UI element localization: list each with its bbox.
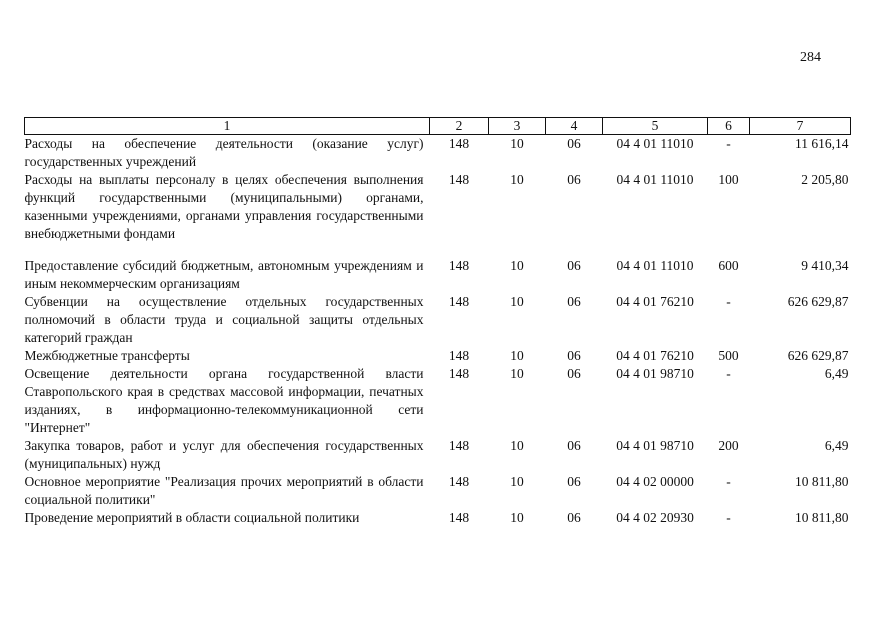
cell-section: 10: [510, 258, 524, 273]
cell-admin-code: 148: [448, 258, 470, 273]
cell-section: 10: [510, 438, 524, 453]
cell-target-article: 04 4 02 00000: [616, 474, 694, 489]
cell-amount: 626 629,87: [787, 348, 849, 363]
table-row: [25, 257, 851, 293]
cell-section: 10: [510, 366, 524, 381]
row-name: Расходы на обеспечение деятельности (оказание услуг) государственных учреждений: [24, 136, 424, 169]
cell-subsection: 06: [567, 294, 581, 309]
table-row: [25, 347, 851, 365]
cell-subsection: 06: [567, 258, 581, 273]
row-name: Субвенции на осуществление отдельных государственных полномочий в области труда и социальной защиты отдельных категорий граждан: [24, 294, 424, 345]
cell-amount: 626 629,87: [787, 294, 849, 309]
column-header: 2: [430, 118, 489, 135]
cell-admin-code: 148: [448, 136, 470, 151]
cell-admin-code: 148: [448, 438, 470, 453]
row-spacer: [25, 243, 851, 257]
cell-target-article: 04 4 01 76210: [616, 294, 694, 309]
row-name: Проведение мероприятий в области социальной политики: [24, 510, 360, 525]
cell-admin-code: 148: [448, 294, 470, 309]
table-header-row: [25, 118, 851, 135]
cell-target-article: 04 4 01 11010: [616, 136, 694, 151]
column-header: 1: [25, 118, 430, 135]
cell-amount: 11 616,14: [795, 136, 849, 151]
table-row: [25, 437, 851, 473]
cell-amount: 6,49: [824, 366, 849, 381]
cell-subsection: 06: [567, 348, 581, 363]
cell-admin-code: 148: [448, 172, 470, 187]
cell-subsection: 06: [567, 136, 581, 151]
page-number: 284: [800, 50, 821, 65]
cell-subsection: 06: [567, 510, 581, 525]
cell-expense-type: 100: [718, 172, 739, 187]
cell-target-article: 04 4 01 11010: [616, 258, 694, 273]
cell-expense-type: 200: [718, 438, 739, 453]
cell-subsection: 06: [567, 172, 581, 187]
cell-target-article: 04 4 02 20930: [616, 510, 694, 525]
table-row: [25, 473, 851, 509]
cell-target-article: 04 4 01 76210: [616, 348, 694, 363]
cell-target-article: 04 4 01 98710: [616, 438, 694, 453]
cell-expense-type: -: [726, 366, 731, 381]
spacer-cell: [25, 243, 851, 257]
table-row: [25, 509, 851, 527]
table-row: [25, 365, 851, 437]
cell-expense-type: 500: [718, 348, 739, 363]
cell-amount: 2 205,80: [801, 172, 849, 187]
cell-expense-type: -: [726, 136, 731, 151]
cell-target-article: 04 4 01 98710: [616, 366, 694, 381]
cell-expense-type: 600: [718, 258, 739, 273]
cell-admin-code: 148: [448, 510, 470, 525]
column-header: 6: [708, 118, 750, 135]
cell-admin-code: 148: [448, 474, 470, 489]
cell-section: 10: [510, 172, 524, 187]
cell-section: 10: [510, 294, 524, 309]
cell-section: 10: [510, 348, 524, 363]
row-name: Предоставление субсидий бюджетным, автономным учреждениям и иным некоммерческим организациям: [24, 258, 424, 291]
cell-section: 10: [510, 510, 524, 525]
cell-target-article: 04 4 01 11010: [616, 172, 694, 187]
cell-expense-type: -: [726, 474, 731, 489]
cell-section: 10: [510, 474, 524, 489]
table-row: [25, 293, 851, 347]
row-name: Освещение деятельности органа государственной власти Ставропольского края в средствах массовой информации, печатных изданиях, в информационно-телекоммуникационной сети "Интернет": [24, 366, 424, 435]
row-name: Расходы на выплаты персоналу в целях обеспечения выполнения функций государственными (муниципальными) органами, казенными учреждениями, органами управления государственными внебюджетными фондами: [24, 172, 424, 241]
column-header: 3: [489, 118, 546, 135]
cell-section: 10: [510, 136, 524, 151]
cell-subsection: 06: [567, 438, 581, 453]
cell-amount: 10 811,80: [795, 474, 849, 489]
cell-amount: 6,49: [824, 438, 849, 453]
table-row: [25, 135, 851, 172]
cell-amount: 9 410,34: [801, 258, 849, 273]
cell-admin-code: 148: [448, 348, 470, 363]
cell-subsection: 06: [567, 366, 581, 381]
cell-expense-type: -: [726, 510, 731, 525]
column-header: 4: [546, 118, 603, 135]
row-name: Основное мероприятие "Реализация прочих мероприятий в области социальной политики": [24, 474, 424, 507]
budget-table: [24, 117, 851, 527]
column-header: 7: [750, 118, 851, 135]
cell-expense-type: -: [726, 294, 731, 309]
row-name: Закупка товаров, работ и услуг для обеспечения государственных (муниципальных) нужд: [24, 438, 424, 471]
table-row: [25, 171, 851, 243]
column-header: 5: [603, 118, 708, 135]
row-name: Межбюджетные трансферты: [24, 348, 190, 363]
cell-subsection: 06: [567, 474, 581, 489]
cell-amount: 10 811,80: [795, 510, 849, 525]
cell-admin-code: 148: [448, 366, 470, 381]
